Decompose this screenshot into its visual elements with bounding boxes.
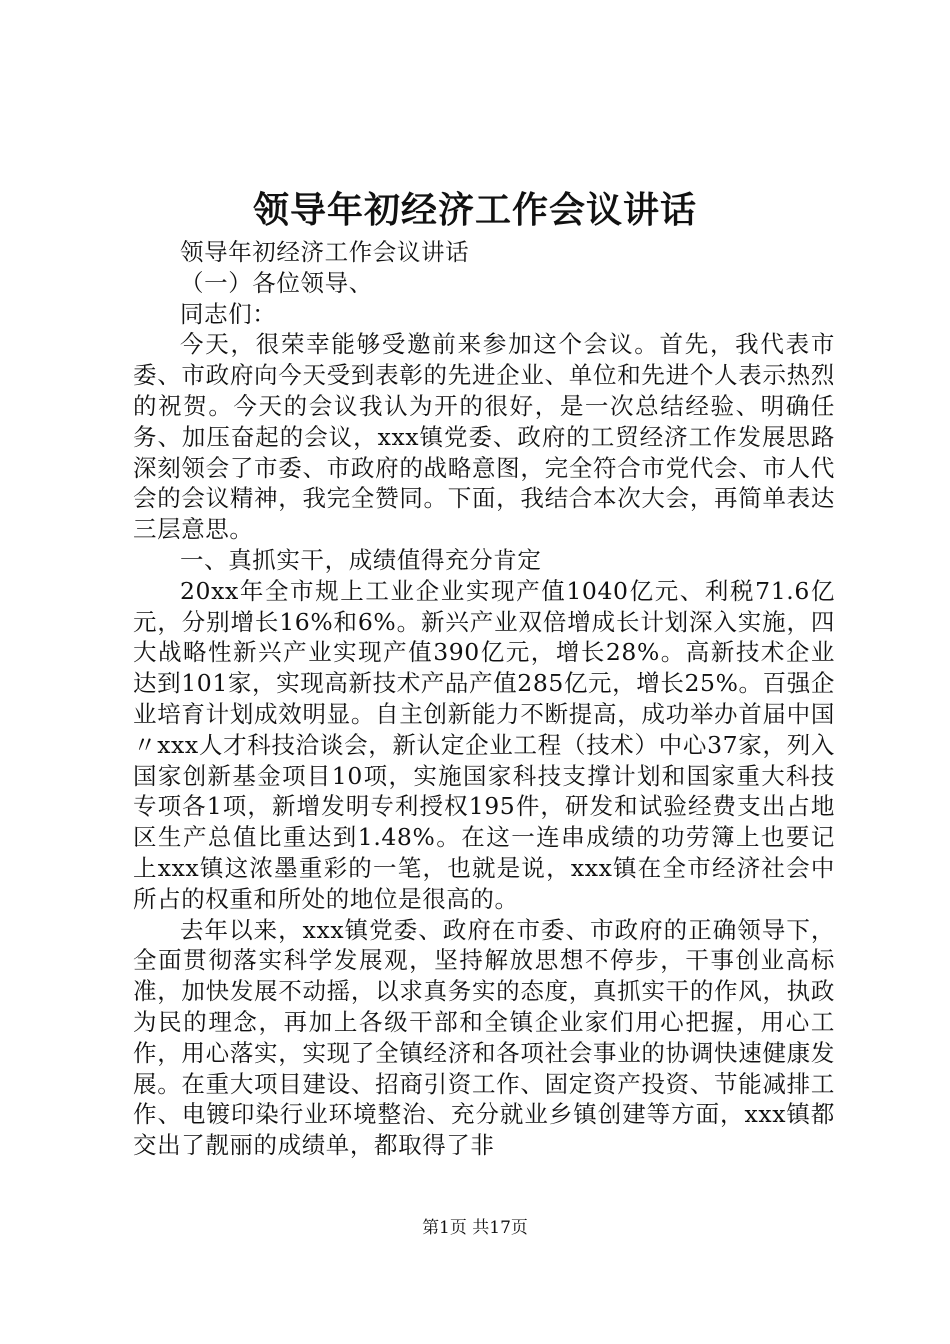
paragraph-subtitle: 领导年初经济工作会议讲话 <box>180 238 470 266</box>
paragraph-achievements: 20xx年全市规上工业企业实现产值1040亿元、利税71.6亿元，分别增长16%和6%。新兴产业双倍增成长计划深入实施，四大战略性新兴产业实现产值390亿元，增长28%。高新技术企业达到101家，实现高新技术产品产值285亿元，增长25%。百强企业培育计划成效明显。自主创新能力不断提高，成功举办首届中国〃xxx人才科技洽谈会，新认定企业工程（技术）中心37家，列入国家创新基金项目10项，实施国家科技支撑计划和国家重大科技专项各1项，新增发明专利授权195件，研发和试验经费支出占地区生产总值比重达到1.48%。在这一连串成绩的功劳簿上也要记上xxx镇这浓墨重彩的一笔，也就是说，xxx镇在全市经济社会中所占的权重和所处的地位是很高的。 <box>133 576 835 913</box>
paragraph-opening: 今天，很荣幸能够受邀前来参加这个会议。首先，我代表市委、市政府向今天受到表彰的先进企业、单位和先进个人表示热烈的祝贺。今天的会议我认为开的很好，是一次总结经验、明确任务、加压奋起的会议，xxx镇党委、政府的工贸经济工作发展思路深刻领会了市委、市政府的战略意图，完全符合市党代会、市人代会的会议精神，我完全赞同。下面，我结合本次大会，再简单表达三层意思。 <box>133 330 835 544</box>
section-heading-1: 一、真抓实干，成绩值得充分肯定 <box>180 545 542 574</box>
document-title: 领导年初经济工作会议讲话 <box>252 189 697 231</box>
paragraph-salutation: （一）各位领导、 <box>180 268 373 297</box>
paragraph-town-progress: 去年以来，xxx镇党委、政府在市委、市政府的正确领导下，全面贯彻落实科学发展观，坚持解放思想不停步，干事创业高标准，加快发展不动摇，以求真务实的态度，真抓实干的作风，执政为民的理念，再加上各级干部和全镇企业家们用心把握，用心工作，用心落实，实现了全镇经济和各项社会事业的协调快速健康发展。在重大项目建设、招商引资工作、固定资产投资、节能减排工作、电镀印染行业环境整治、充分就业乡镇创建等方面，xxx镇都交出了靓丽的成绩单，都取得了非 <box>133 915 835 1160</box>
paragraph-salutation-comrades: 同志们： <box>180 299 277 328</box>
page-number: 第1页 共17页 <box>422 1218 528 1238</box>
document-body <box>133 237 835 1161</box>
